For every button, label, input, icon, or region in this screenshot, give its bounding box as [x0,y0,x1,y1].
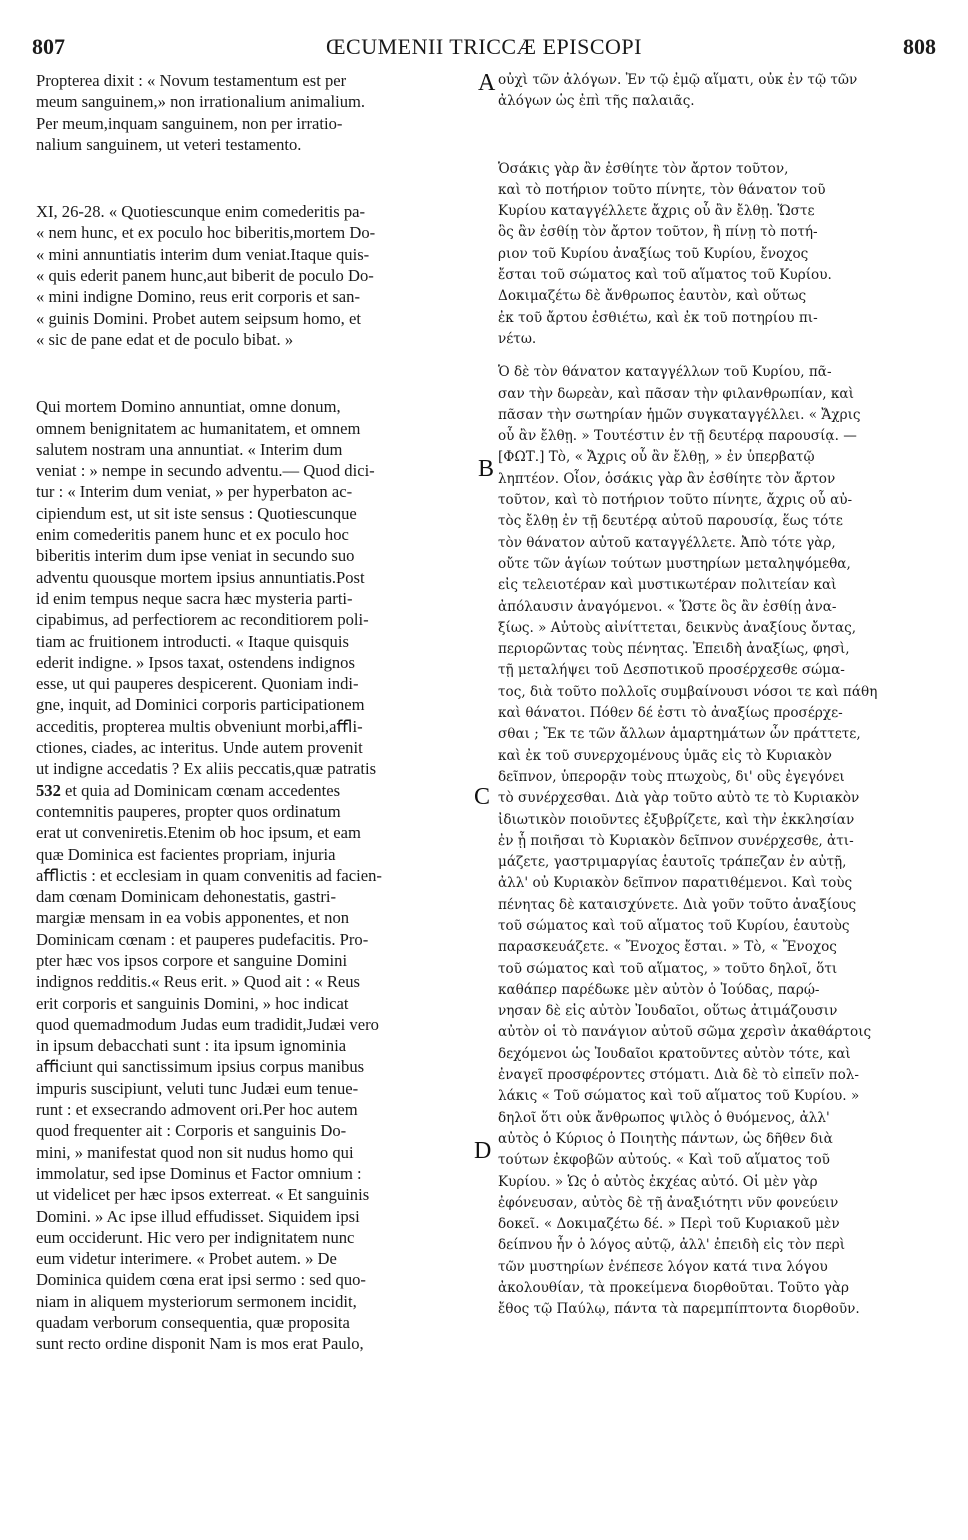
latin-text-line: quod frequenter ait : Corporis et sanguinis Do- [36,1121,347,1141]
latin-column [36,70,470,1355]
greek-text-line: δείπνου ἦν ὁ λόγος αὐτῷ, ἀλλ' ἐπειδὴ εἰς τὸν περὶ [498,1237,846,1254]
greek-text-line: δηλοῖ ὅτι οὐκ ἄνθρωπος ψιλὸς ὁ θυόμενος, ἀλλ' [498,1109,830,1126]
latin-text-line: ut indigne accedatis ? Ex aliis peccatis,quæ patratis [36,759,377,779]
greek-text-line: πένητας δὲ καταισχύνετε. Διὰ γοῦν τοῦτο ἀναξίους [498,896,857,913]
text-line-rest: et quia ad Dominicam cœnam accedentes [60,780,341,800]
latin-block-1 [36,70,470,155]
latin-text-line: Propterea dixit : « Novum testamentum est per [36,71,347,90]
greek-text-line: δεῖπνον, ὑπερορᾷν τοὺς πτωχοὺς, δι' οὓς ἐγεγόνει [498,768,845,785]
greek-text-line: καὶ τὸ ποτήριον τοῦτο πίνητε, τὸν θάνατον τοῦ [498,181,826,198]
latin-text-line: Domini. » Ac ipse illud effudisset. Siquidem ipsi [36,1206,360,1226]
greek-text-line: ἀλόγων ὡς ἐπὶ τῆς παλαιᾶς. [498,93,695,110]
latin-text-line: enim comederitis panem hunc et ex poculo hoc [36,525,349,545]
greek-text-line: καὶ ἐκ τοῦ συνερχομένους ὑμᾶς εἰς τὸ Κυριακὸν [498,747,832,764]
latin-text-line: adventu quousque mortem ipsius annuntiatis.Post [36,567,365,587]
greek-text-line: αὐτὸς ὁ Κύριος ὁ Ποιητὴς πάντων, ὡς δῆθεν διὰ [498,1130,833,1147]
latin-text-line: « sic de pane edat et de poculo bibat. » [36,329,294,349]
greek-text-line: ἰδιωτικὸν ποιοῦντες ἐξυβρίζετε, καὶ τὴν ἐκκλησίαν [498,811,855,828]
greek-block-1 [498,70,934,113]
latin-text-line: niam in aliquem mysteriorum sermonem incidit, [36,1291,357,1311]
latin-text-line: Qui mortem Domino annuntiat, omne donum, [36,397,341,417]
page-header [30,30,938,60]
greek-text-line: περιορῶντας τοὺς πένητας. Ἐπειδὴ ἀναξίως, φησὶ, [498,641,850,658]
latin-text-line: Dominicam cœnam : et pauperes pudefacitis. Pro- [36,929,369,949]
greek-text-line: ριον τοῦ Κυρίου ἀναξίως τοῦ Κυρίου, ἔνοχος [498,245,809,262]
latin-text-line: tur : « Interim dum veniat, » per hyperbaton ac- [36,482,353,502]
latin-text-line: « quis ederit panem hunc,aut biberit de poculo Do- [36,266,374,286]
latin-text-line: indignos redditis.« Reus erit. » Quod ait : « Reus [36,972,361,992]
greek-text-line: ἐφόνευσαν, αὐτὸς δὲ τῇ ἀναξιότητι νῦν φονεύειν [498,1194,839,1211]
greek-text-line: αὐτὸν οἱ τὸ πανάγιον αὐτοῦ σῶμα χερσὶν ἀκαθάρτοις [498,1024,872,1041]
margin-marker-b: B [478,456,495,482]
latin-text-line: mini, » manifestat quod non sit nudus homo qui [36,1142,354,1162]
latin-text-line: quæ Dominica est facientes propriam, injuria [36,844,336,864]
greek-text-line: τοῦ σώματος καὶ τοῦ αἵματος, » τοῦτο δηλοῖ, ὅτι [498,960,838,977]
latin-text-line: sunt recto ordine disponit Nam is mos erat Paulo, [36,1334,364,1354]
greek-text-line: ἔθος τῷ Παύλῳ, πάντα τὰ παρεμπίπτοντα διορθοῦν. [498,1301,860,1318]
greek-text-line: ὃς ἂν ἐσθίῃ τὸν ἄρτον τοῦτον, ἢ πίνῃ τὸ ποτή- [498,224,818,241]
latin-text-line: XI, 26-28. « Quotiescunque enim comederitis pa- [36,202,366,222]
greek-text-line: παρασκευάζετε. « Ἔνοχος ἔσται. » Τὸ, « Ἔνοχος [498,939,837,956]
page-number-right: 808 [903,34,936,59]
latin-text-line: ederit indigne. » Ipsos taxat, ostendens indignos [36,652,355,672]
latin-text-line: pter hæc vos ipsos corpore et sanguine Domini [36,950,348,970]
greek-text-line: ληπτέον. Οἷον, ὁσάκις γὰρ ἂν ἐσθίητε τὸν ἄρτον [498,470,836,487]
latin-text-line: Per meum,inquam sanguinem, non per irratio- [36,113,343,133]
latin-text-line: omnem benignitatem ac humanitatem, et omnem [36,418,361,438]
running-title: ŒCUMENII TRICCÆ EPISCOPI [326,34,642,59]
latin-text-line: runt : et exsecrando admovent ori.Per hoc autem [36,1100,358,1120]
greek-text-line: δοκεῖ. « Δοκιμαζέτω δέ. » Περὶ τοῦ Κυριακοῦ μὲν [498,1216,840,1233]
greek-text-line: οὐχὶ τῶν ἀλόγων. Ἐν τῷ ἐμῷ αἵματι, οὐκ ἐν τῷ τῶν [498,72,858,88]
latin-text-line: cipabimus, ad perfectiorem ac reconditiorem poli- [36,610,369,630]
margin-marker-d: D [474,1138,492,1164]
latin-block-3 [36,396,470,1354]
greek-text-line: Ὁσάκις γὰρ ἂν ἐσθίητε τὸν ἄρτον τοῦτον, [498,160,789,177]
latin-text-line: tiam ac fruitionem introducti. « Itaque quisquis [36,631,349,651]
greek-text-line: σαν τὴν δωρεὰν, καὶ πᾶσαν τὴν φιλανθρωπίαν, καὶ [498,385,854,402]
greek-text-line: τὸν θάνατον αὐτοῦ καταγγέλλετε. Ἀπὸ τότε γὰρ, [498,534,836,551]
greek-text-line: ἔσται τοῦ σώματος καὶ τοῦ αἵματος τοῦ Κυρίου. [498,267,832,284]
latin-text-line: in ipsum debacchati sunt : ita ipsum ignominia [36,1036,347,1056]
greek-text-line: ξίως. » Αὐτοὺς αἰνίττεται, δεικνὺς ἀναξίους ὄντας, [498,619,857,636]
latin-block-2 [36,201,470,350]
page-number-left: 807 [32,34,65,59]
margin-marker-c: C [474,784,491,810]
greek-text-line: νησαν δὲ εἰς αὐτὸν Ἰουδαῖοι, οὕτως ἀτιμάζουσιν [498,1003,838,1020]
latin-text-line: veniat : » nempe in secundo adventu.— Quod dici- [36,461,375,481]
latin-text-line: quod quemadmodum Judas eum tradidit,Judæi vero [36,1014,379,1034]
latin-text-line: salutem nostram una annuntiat. « Interim dum [36,439,343,459]
greek-text-line: λάκις « Τοῦ σώματος καὶ τοῦ αἵματος τοῦ Κυρίου. » [498,1088,860,1105]
greek-block-2 [498,159,934,351]
latin-text-line: quadam verborum consequentia, quæ proposita [36,1313,350,1333]
latin-text-line: aﬄictis : et ecclesiam in quam convenitis ad facien- [36,865,382,885]
greek-text-line: δεχόμενοι ὡς Ἰουδαῖοι κρατοῦντες αὐτὸν τότε, καὶ [498,1045,851,1062]
greek-text-line: ἐναγεῖ προσφέροντες στόματι. Διὰ δὲ τὸ εἰπεῖν πολ- [498,1067,859,1084]
latin-text-line: « guinis Domini. Probet autem seipsum homo, et [36,308,361,328]
greek-text-line: νέτω. [498,330,537,347]
latin-text-line: erat ut conveniretis.Etenim ob hoc ipsum, et eam [36,823,361,843]
column-number: 532 [36,780,61,800]
latin-text-line: dam cœnam Dominicam dehonestatis, gastri- [36,887,336,907]
greek-text-line: μάζετε, γαστριμαργίας ἑαυτοῖς τράπεζαν ἐν αὐτῇ, [498,854,847,871]
greek-text-line: ἐν ᾗ ποιῆσαι τὸ Κυριακὸν δεῖπνον συνέρχεσθε, ἀτι- [498,832,854,849]
greek-text-line: οὔτε τῶν ἁγίων τούτων μυστηρίων μεταληψόμεθα, [498,555,851,572]
latin-text-line: cipiendum est, ut sit iste sensus : Quotiescunque [36,503,357,523]
latin-text-line: « mini annuntiatis interim dum veniat.Itaque quis- [36,244,370,264]
latin-text-line: id enim tempus neque sacra hæc mysteria parti- [36,588,353,608]
greek-column [498,70,934,1321]
latin-text-line: aﬃciunt qui sanctissimum ipsius corpus manibus [36,1057,365,1077]
latin-text-line: ctiones, ciades, ac interitus. Unde autem provenit [36,738,363,758]
greek-text-line: εἰς τελειοτέραν καὶ μυστικωτέραν πολιτείαν καὶ [498,577,837,594]
latin-text-line: eum videtur interimere. « Probet autem. » De [36,1249,337,1269]
latin-text-line: gne, inquit, ad Dominici corporis participationem [36,695,365,715]
latin-text-line: acceditis, propterea multis obveniunt morbi,aﬄi- [36,716,363,736]
greek-text-line: τῇ μεταλήψει τοῦ Δεσποτικοῦ προσέρχεσθε σώμα- [498,662,845,679]
latin-text-line: ut videlicet per hæc ipsos exterreat. « Et sanguinis [36,1185,370,1205]
greek-text-line: καθάπερ παρέδωκε μὲν αὐτὸν ὁ Ἰούδας, παρῴ- [498,981,820,998]
latin-text-line: « mini indigne Domino, reus erit corporis et san- [36,287,360,307]
latin-text-line [36,780,470,801]
greek-text-line: πᾶσαν τὴν σωτηρίαν ἡμῶν συγκαταγγέλλει. « Ἄχρις [498,406,861,423]
greek-text-line: ἀκολουθίαν, τὰ προκείμενα διορθοῦται. Τοῦτο γὰρ [498,1280,849,1297]
greek-text-line: τοῦτον, καὶ τὸ ποτήριον τοῦτο πίνητε, ἄχρις οὗ αὐ- [498,492,853,509]
margin-marker-a: A [478,70,496,96]
latin-text-line: meum sanguinem,» non irrationalium animalium. [36,92,366,112]
greek-text-line: [ΦΩΤ.] Τὸ, « Ἄχρις οὗ ἂν ἔλθῃ, » ἐν ὑπερβατῷ [498,449,815,466]
latin-text-line: contemnitis pauperes, propter quos ordinatum [36,801,341,821]
latin-text-line: erit corporis et sanguinis Domini, » hoc indicat [36,993,349,1013]
latin-text-line: margiæ mensam in ea vobis apponentes, et non [36,908,350,928]
latin-text-line: « nem hunc, et ex poculo hoc biberitis,mortem Do- [36,223,376,243]
latin-text-line: eum occiderunt. Hic vero per indignitatem nunc [36,1227,355,1247]
greek-text-line: Κυρίου καταγγέλλετε ἄχρις οὗ ἂν ἔλθῃ. Ὥστε [498,203,815,220]
greek-text-line: Δοκιμαζέτω δὲ ἄνθρωπος ἑαυτὸν, καὶ οὕτως [498,288,807,305]
latin-text-line: impuris suscipiunt, veluti tunc Judæi eum tenue- [36,1078,359,1098]
latin-text-line: esse, ut qui pauperes despicerent. Quoniam indi- [36,674,359,694]
greek-text-line: τούτων ἐκφοβῶν αὐτούς. « Καὶ τοῦ αἵματος τοῦ [498,1152,830,1169]
greek-text-line: τῶν μυστηρίων ἐνέπεσε λόγον κατά τινα λόγου [498,1258,828,1275]
greek-text-line: τὸ συνέρχεσθαι. Διὰ γὰρ τοῦτο αὐτὸ τε τὸ Κυριακὸν [498,790,860,807]
greek-text-line: ἀπόλαυσιν ἀναγόμενοι. « Ὥστε ὃς ἂν ἐσθίῃ ἀνα- [498,598,837,615]
greek-text-line: σθαι ; Ἔκ τε τῶν ἄλλων ἁμαρτημάτων ὧν πράττετε, [498,726,861,743]
greek-text-line: οὗ ἂν ἔλθῃ. » Τουτέστιν ἐν τῇ δευτέρᾳ παρουσίᾳ. — [498,428,857,445]
greek-text-line: τὸς ἔλθῃ ἐν τῇ δευτέρᾳ αὐτοῦ παρουσίᾳ, ἕως τότε [498,513,843,530]
greek-text-line: Ὁ δὲ τὸν θάνατον καταγγέλλων τοῦ Κυρίου, πᾶ- [498,364,832,381]
greek-text-line: τοῦ σώματος καὶ τοῦ αἵματος τοῦ Κυρίου, ἑαυτοὺς [498,917,850,934]
greek-text-line: καὶ θάνατοι. Πόθεν δέ ἐστι τὸ ἀναξίως προσέρχε- [498,705,843,722]
greek-text-line: ἐκ τοῦ ἄρτου ἐσθιέτω, καὶ ἐκ τοῦ ποτηρίου πι- [498,309,818,326]
greek-text-line: Κυρίου. » Ὡς ὁ αὐτὸς ἐκχέας αὐτό. Οἱ μὲν γὰρ [498,1173,818,1190]
greek-text-line: τος, διὰ τοῦτο πολλοῖς συμβαίνουσι νόσοι τε καὶ πάθη [498,683,878,700]
latin-text-line: immolatur, sed ipse Dominus et Factor omnium : [36,1163,362,1183]
latin-text-line: nalium sanguinem, ut veteri testamento. [36,134,302,154]
latin-text-line: biberitis interim dum ipse veniat in secundo suo [36,546,355,566]
latin-text-line: Dominica quidem cœna erat ipsi sermo : sed quo- [36,1270,366,1290]
greek-block-3 [498,362,934,1320]
greek-text-line: ἀλλ' οὐ Κυριακὸν δεῖπνον παρατιθέμενοι. Καὶ τοὺς [498,875,853,892]
